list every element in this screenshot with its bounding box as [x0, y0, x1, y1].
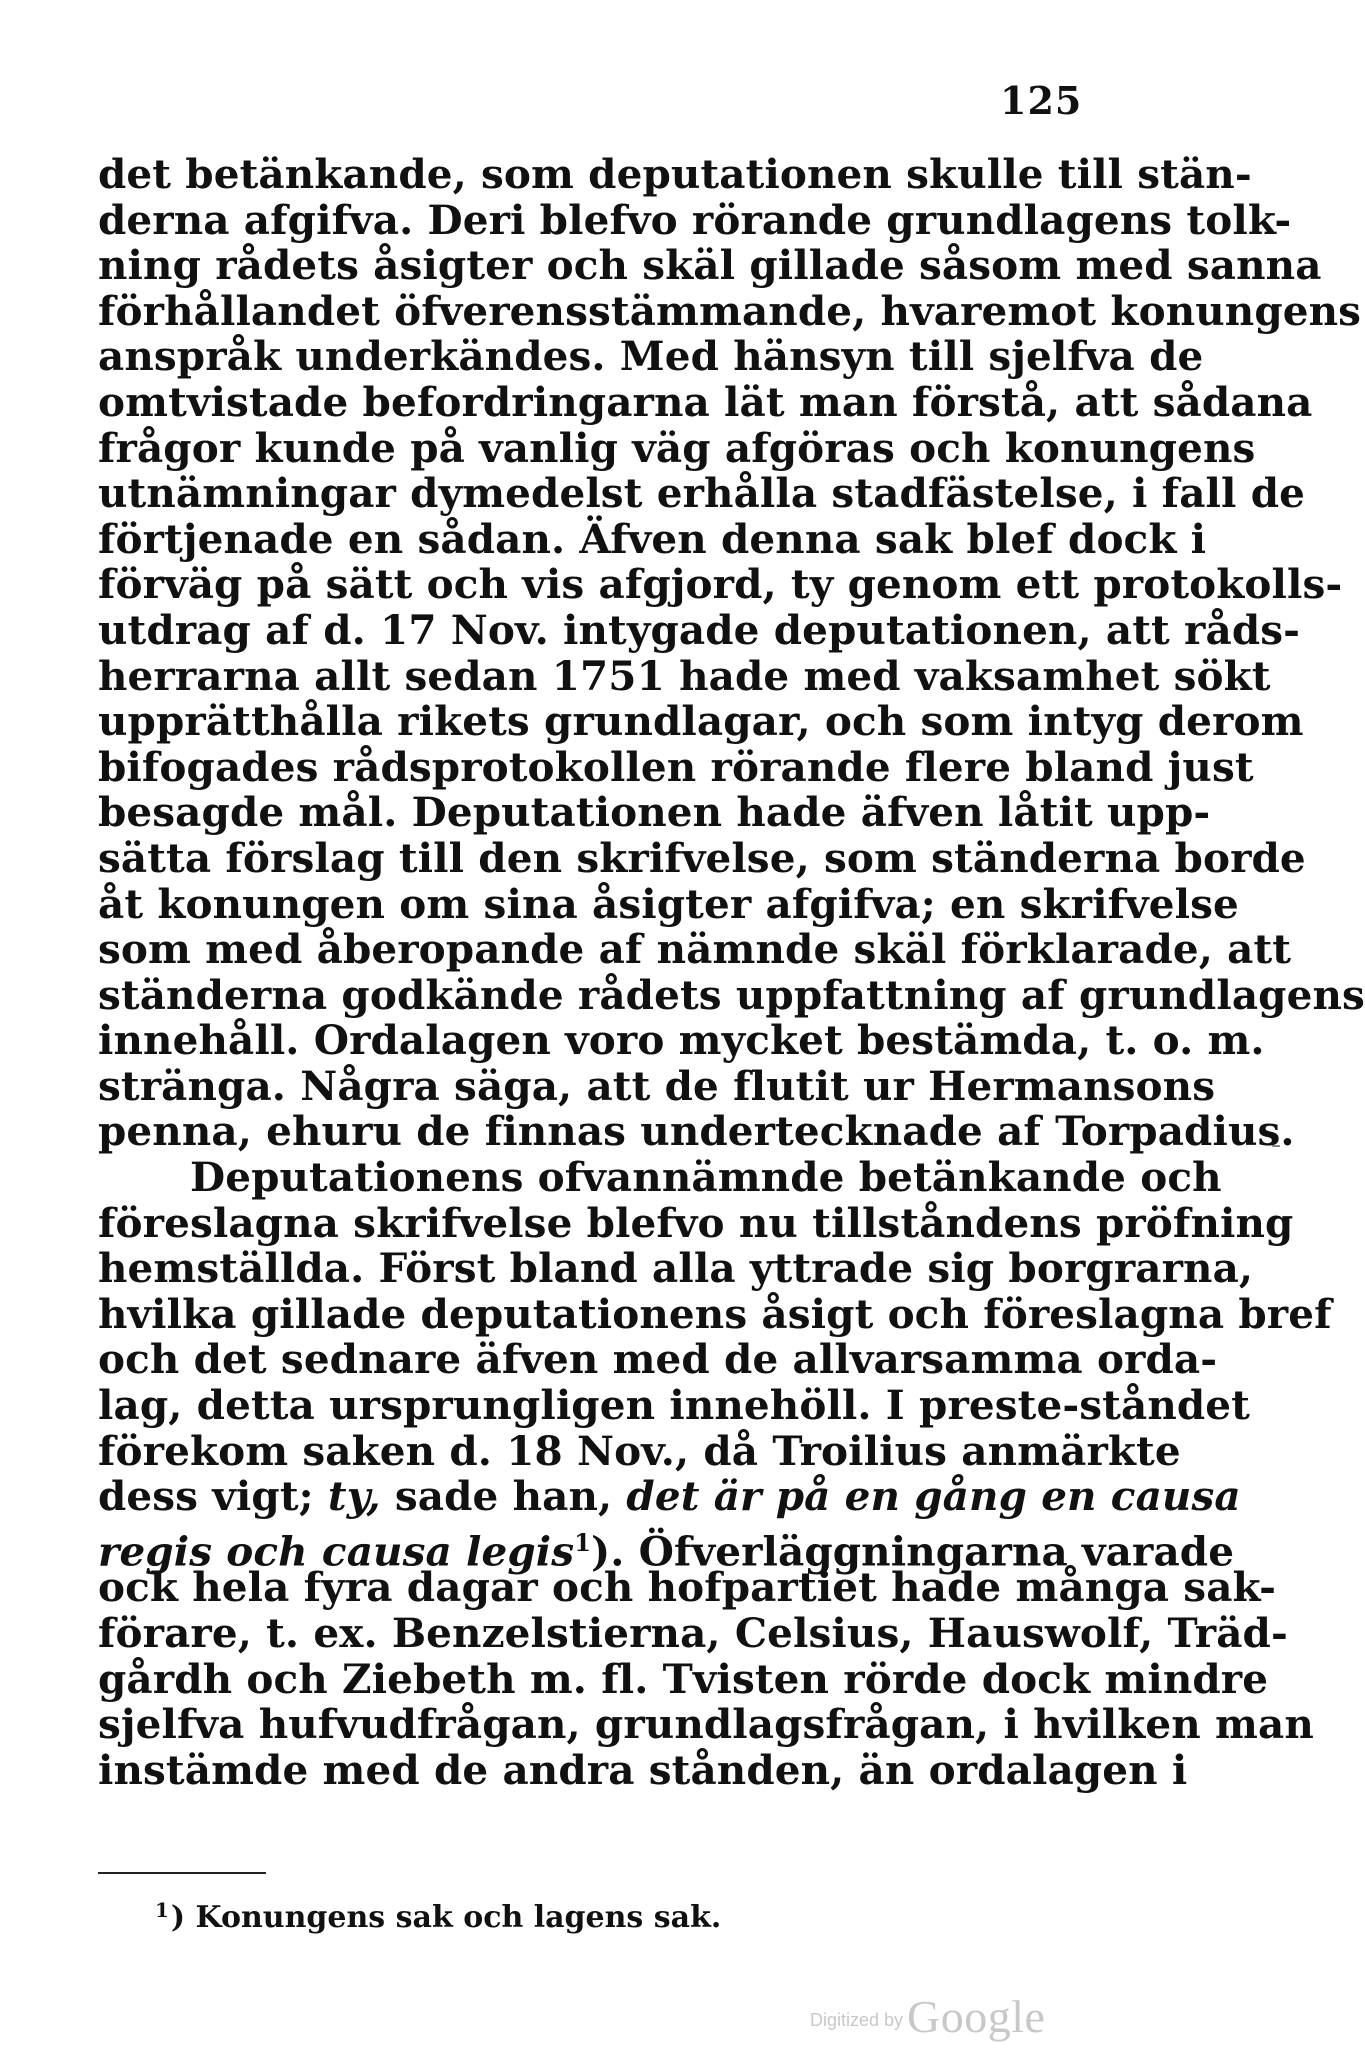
text-line: förare, t. ex. Benzelstierna, Celsius, Hauswolf, Träd- [98, 1609, 1288, 1657]
margin-mark [1272, 1145, 1280, 1147]
google-logo: Google [907, 1991, 1046, 2042]
text-line: det betänkande, som deputationen skulle till stän- [98, 150, 1252, 198]
text-line-with-italics [98, 1520, 1235, 1576]
text-line: besagde mål. Deputationen hade äfven låtit upp- [98, 788, 1211, 837]
text-line: bifogades rådsprotokollen rörande flere bland just [98, 742, 1254, 791]
digitized-watermark [810, 1990, 1045, 2043]
text-line: instämde med de andra stånden, än ordalagen i [98, 1745, 1188, 1794]
text-line: stränga. Några säga, att de flutit ur Hermansons [98, 1061, 1216, 1110]
text-line: herrarna allt sedan 1751 hade med vaksamhet sökt [98, 651, 1271, 700]
text-line: föreslagna skrifvelse blefvo nu tillståndens pröfning [98, 1198, 1294, 1247]
text-segment: ). Öfverläggningarna varade [591, 1527, 1235, 1576]
text-line: förhållandet öfverensstämmande, hvaremot konungens [98, 286, 1362, 335]
text-line: lag, detta ursprungligen innehöll. I preste-ståndet [98, 1381, 1250, 1430]
text-line: ning rådets åsigter och skäl gillade såsom med sanna [98, 241, 1322, 290]
text-line: frågor kunde på vanlig väg afgöras och konungens [98, 423, 1256, 472]
footnote-rule [98, 1872, 266, 1874]
text-line: förekom saken d. 18 Nov., då Troilius anmärkte [98, 1426, 1181, 1475]
footnote [155, 1898, 721, 1935]
footnote-text: ) Konungens sak och lagens sak. [170, 1900, 722, 1935]
text-line: derna afgifva. Deri blefvo rörande grundlagens tolk- [98, 195, 1292, 244]
text-line: innehåll. Ordalagen voro mycket bestämda, t. o. m. [98, 1016, 1265, 1065]
text-line: förväg på sätt och vis afgjord, ty genom ett protokolls- [98, 560, 1343, 609]
text-line: sjelfva hufvudfrågan, grundlagsfrågan, i hvilken man [98, 1700, 1314, 1749]
text-line: upprätthålla rikets grundlagar, och som intyg derom [98, 697, 1304, 746]
text-line: utdrag af d. 17 Nov. intygade deputationen, att råds- [98, 605, 1301, 654]
text-segment: sade han, [380, 1472, 627, 1521]
text-line: Deputationens ofvannämnde betänkande och [190, 1153, 1222, 1202]
text-line: omtvistade befordringarna lät man förstå, att sådana [98, 377, 1313, 426]
text-line: anspråk underkändes. Med hänsyn till sjelfva de [98, 332, 1204, 381]
text-line: sätta förslag till den skrifvelse, som ständerna borde [98, 833, 1306, 882]
page-number: 125 [1000, 78, 1083, 123]
text-line: utnämningar dymedelst erhålla stadfästelse, i fall de [98, 469, 1305, 518]
text-line-with-italics [98, 1472, 1241, 1521]
text-line: och det sednare äfven med de allvarsamma orda- [98, 1335, 1218, 1384]
body-text [98, 150, 1365, 1794]
text-line: åt konungen om sina åsigter afgifva; en skrifvelse [98, 879, 1239, 928]
footnote-marker: 1 [155, 1898, 169, 1922]
text-line: hvilka gillade deputationens åsigt och föreslagna bref [98, 1289, 1332, 1338]
text-line: som med åberopande af nämnde skäl förklarade, att [98, 925, 1292, 974]
text-segment: dess vigt; [98, 1472, 328, 1521]
italic-segment: det är på en gång en causa [626, 1472, 1241, 1521]
footnote-reference: 1 [574, 1527, 591, 1557]
text-line: hemställda. Först bland alla yttrade sig borgrarna, [98, 1244, 1254, 1293]
italic-segment: ty, [327, 1472, 381, 1521]
text-line: förtjenade en sådan. Äfven denna sak blef dock i [98, 514, 1207, 563]
text-line: gårdh och Ziebeth m. fl. Tvisten rörde dock mindre [98, 1654, 1269, 1703]
italic-segment: regis och causa legis [98, 1527, 575, 1576]
text-line: penna, ehuru de finnas undertecknade af Torpadius. [98, 1107, 1295, 1156]
watermark-prefix: Digitized by [810, 2010, 904, 2030]
text-line: ock hela fyra dagar och hofpartiet hade många sak- [98, 1563, 1276, 1612]
text-line: ständerna godkände rådets uppfattning af grundlagens [98, 970, 1365, 1019]
